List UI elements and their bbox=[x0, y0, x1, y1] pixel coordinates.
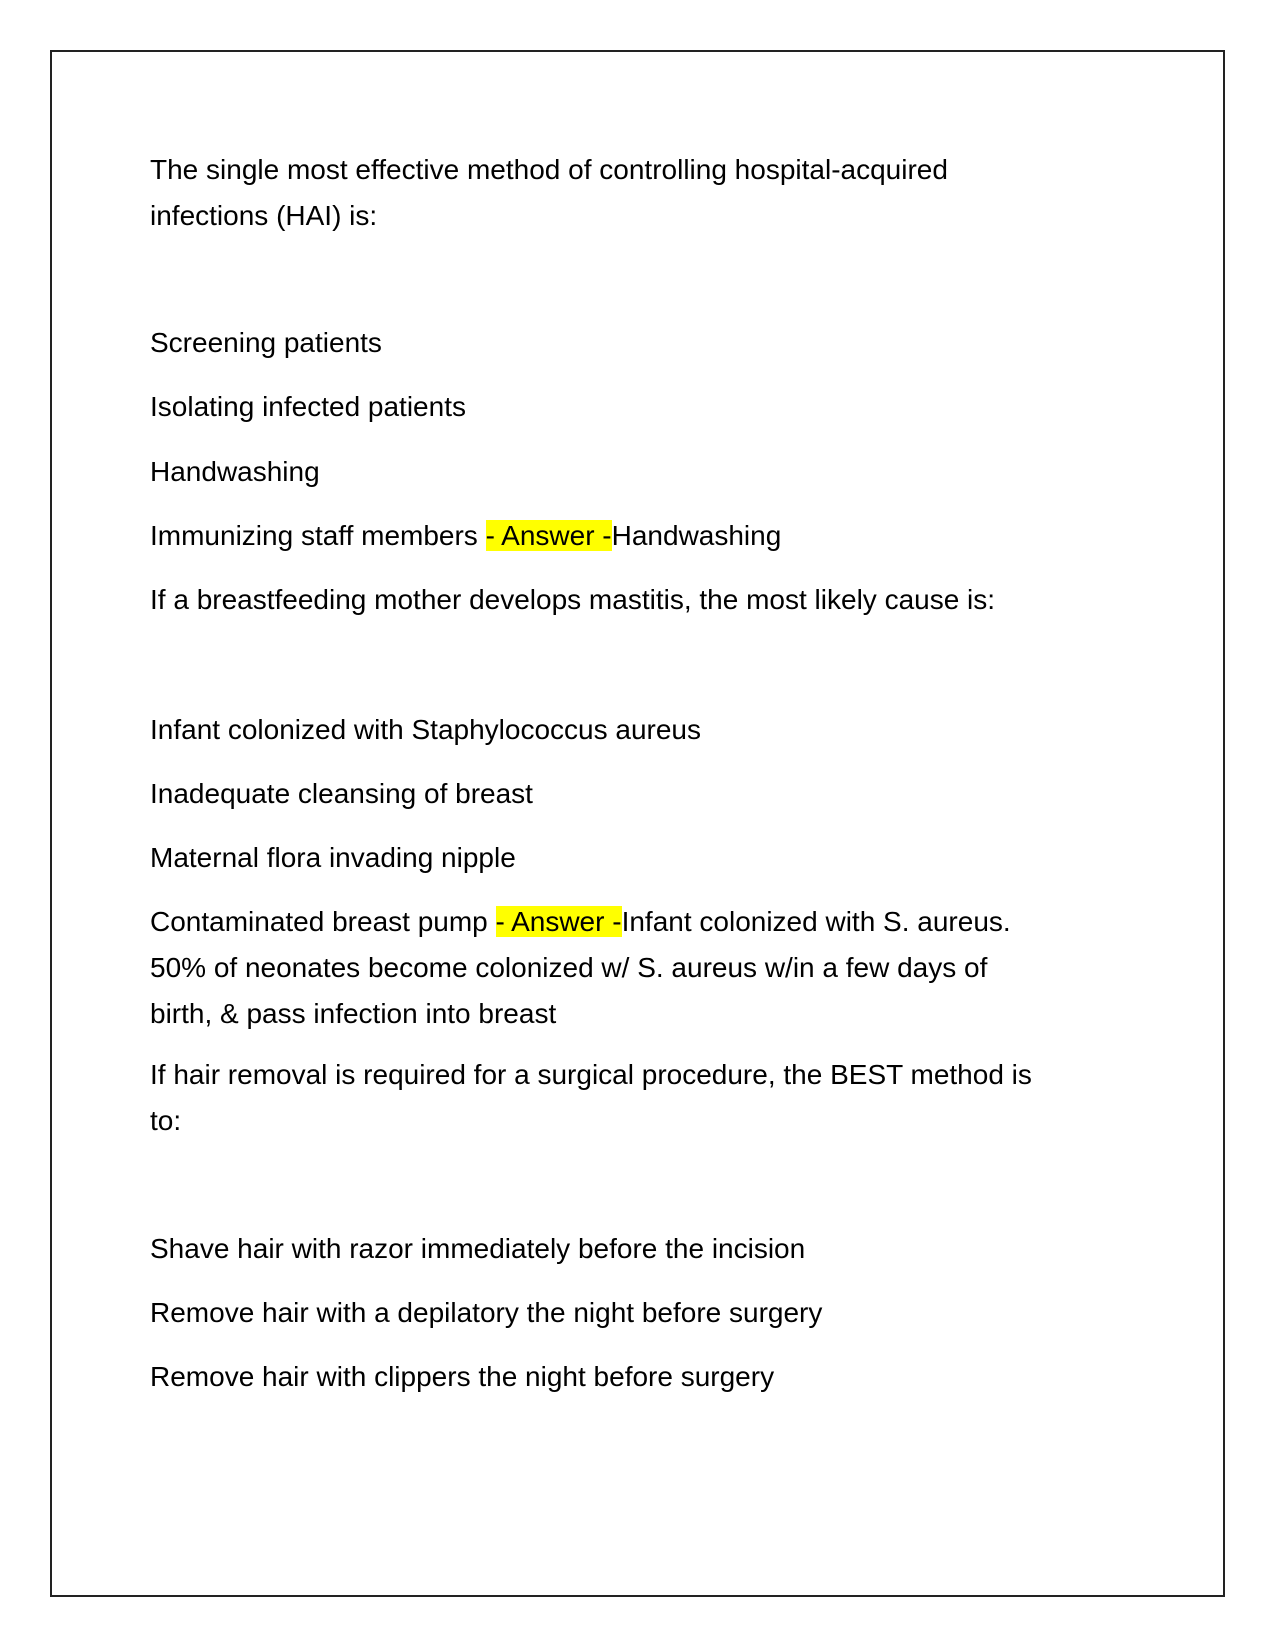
question-1-option-3: Handwashing bbox=[150, 456, 320, 487]
question-3-option-2: Remove hair with a depilatory the night before surgery bbox=[150, 1297, 823, 1328]
question-2-option-3: Maternal flora invading nipple bbox=[150, 842, 516, 873]
question-1-stem: The single most effective method of controlling hospital-acquired infections (HAI) is: bbox=[150, 154, 948, 231]
answer-highlight: - Answer - bbox=[495, 906, 622, 937]
question-2-option-4-with-answer bbox=[150, 899, 1011, 1037]
question-2-option-2: Inadequate cleansing of breast bbox=[150, 778, 533, 809]
answer-text: Handwashing bbox=[611, 520, 782, 551]
answer-highlight: - Answer - bbox=[485, 520, 612, 551]
question-2-stem: If a breastfeeding mother develops mastitis, the most likely cause is: bbox=[150, 584, 996, 615]
option-text: Immunizing staff members bbox=[150, 520, 486, 551]
answer-explanation-line-3: birth, & pass infection into breast bbox=[150, 998, 557, 1029]
question-1-option-1: Screening patients bbox=[150, 327, 382, 358]
question-1-option-2: Isolating infected patients bbox=[150, 391, 466, 422]
question-3-stem: If hair removal is required for a surgical procedure, the BEST method is to: bbox=[150, 1059, 1032, 1136]
option-text: Contaminated breast pump bbox=[150, 906, 496, 937]
question-3-option-1: Shave hair with razor immediately before the incision bbox=[150, 1233, 806, 1264]
question-1-option-4-with-answer bbox=[150, 513, 781, 559]
answer-explanation-line-2: 50% of neonates become colonized w/ S. aureus w/in a few days of bbox=[150, 952, 988, 983]
question-3-option-3: Remove hair with clippers the night before surgery bbox=[150, 1361, 775, 1392]
question-2-option-1: Infant colonized with Staphylococcus aureus bbox=[150, 714, 701, 745]
answer-text: Infant colonized with S. aureus. bbox=[621, 906, 1011, 937]
